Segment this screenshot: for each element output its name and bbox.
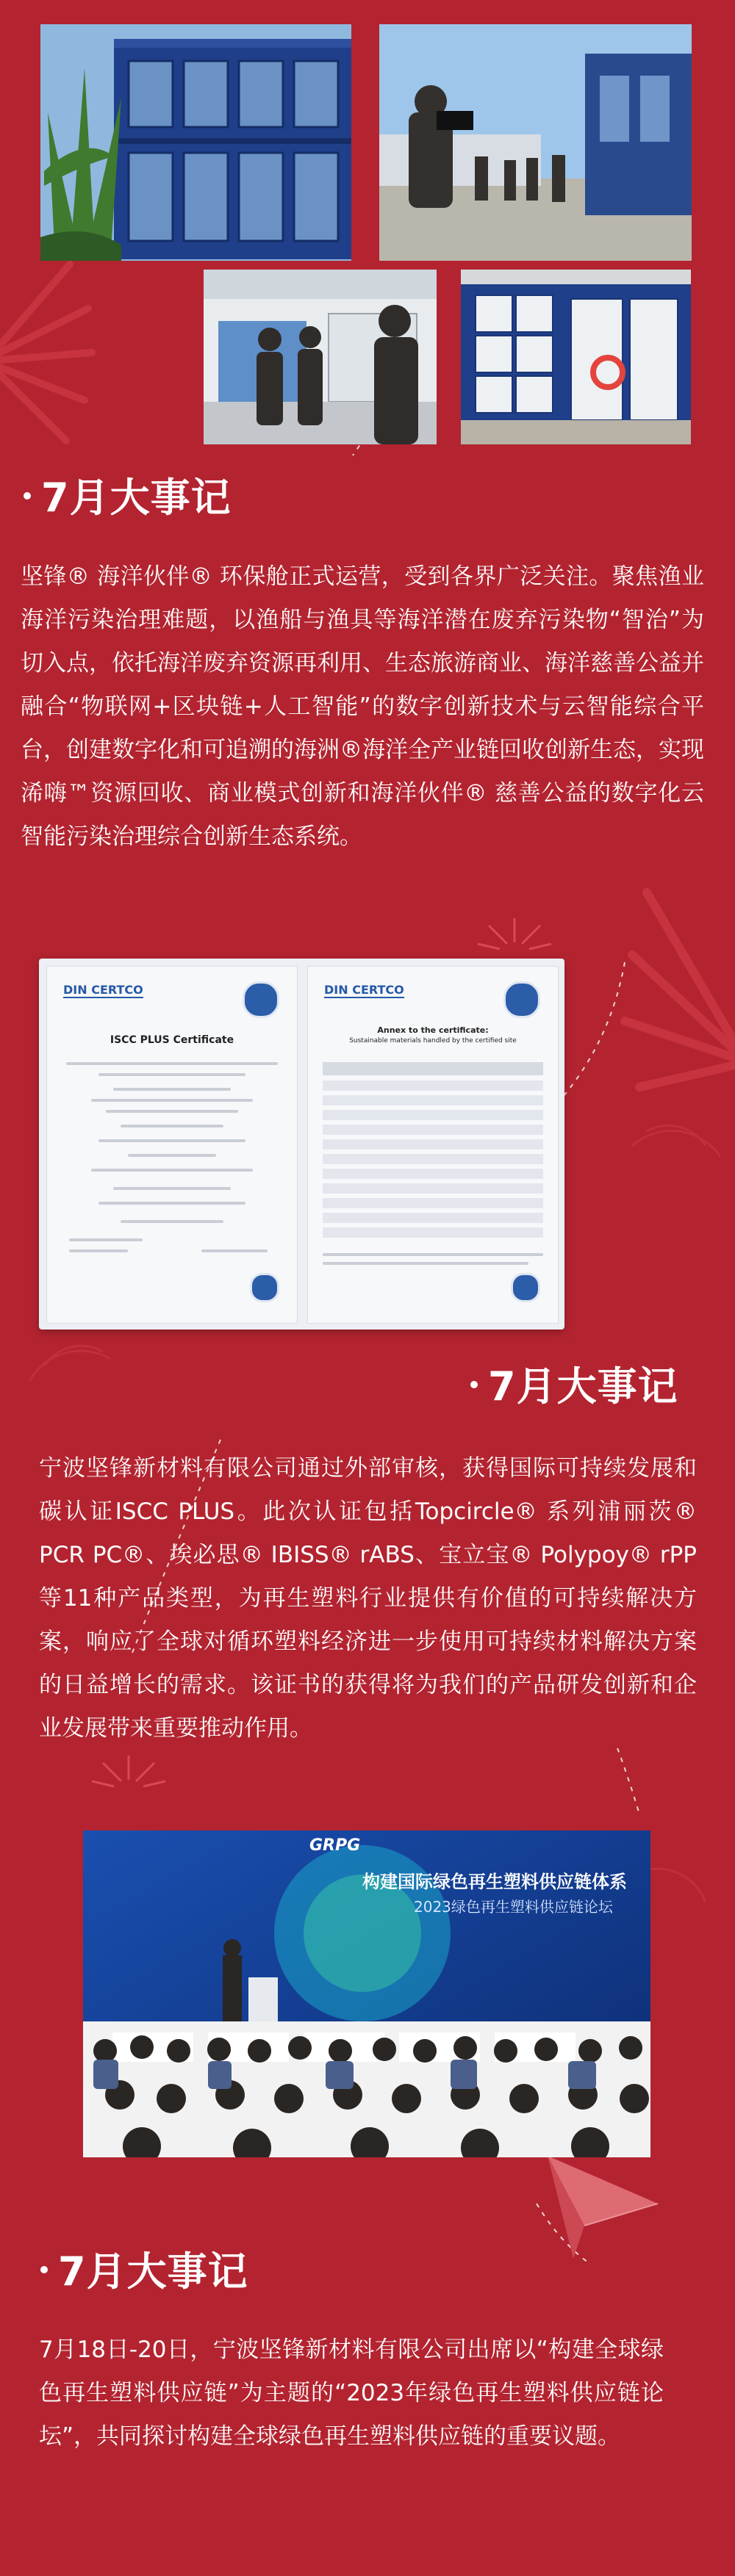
section-2-heading: 7月大事记 <box>470 1355 678 1412</box>
certificate-seal-icon <box>243 981 279 1018</box>
section-3-heading: 7月大事记 <box>40 2240 248 2297</box>
bullet-dot <box>24 492 31 499</box>
grpg-logo: GRPG <box>309 1836 361 1855</box>
visitors-touring-photo <box>379 24 692 261</box>
table-row <box>323 1139 543 1150</box>
table-row <box>323 1169 543 1179</box>
annex-title: Annex to the certificate: <box>377 1025 489 1035</box>
text-line <box>91 1169 253 1172</box>
section-2-paragraph: 宁波坚锋新材料有限公司通过外部审核，获得国际可持续发展和碳认证ISCC PLUS。此次认证包括Topcircle® 系列浦丽茨® PCR PC®、埃必思® IBISS® rABS、宝立宝® Polypoy® rPP等11种产品类型，为再生塑料行业提供有价值的可持续解决方案，响应了全球对循环塑料经济进一步使用可持续材料解决方案的日益增长的需求。该证书的获得将为我们的产品研发创新和企业发展带来重要推动作用。 <box>39 1455 697 1742</box>
table-row <box>323 1227 543 1238</box>
din-seal-icon <box>511 1273 540 1302</box>
forum-banner-title: 构建国际绿色再生塑料供应链体系 <box>362 1872 627 1892</box>
din-seal-icon <box>250 1273 279 1302</box>
text-line <box>69 1238 143 1241</box>
bullet-dot <box>470 1381 478 1388</box>
text-line <box>106 1110 238 1113</box>
table-row <box>323 1110 543 1120</box>
text-line <box>69 1249 128 1252</box>
group-inside-container-photo <box>204 270 437 444</box>
table-row <box>323 1198 543 1208</box>
forum-banner-subtitle: 2023绿色再生塑料供应链论坛 <box>414 1898 613 1916</box>
paper-plane-decor <box>548 2156 658 2259</box>
sunburst-right-decor <box>625 892 735 1087</box>
text-line <box>113 1088 231 1091</box>
bullet-dot <box>40 2266 48 2273</box>
text-line <box>121 1220 223 1223</box>
text-line <box>98 1202 245 1205</box>
text-line <box>66 1062 278 1065</box>
container-interior-photo <box>461 270 691 444</box>
certificate-title: ISCC PLUS Certificate <box>110 1034 234 1046</box>
din-certco-logo: DIN CERTCO <box>63 983 143 997</box>
text-line <box>128 1154 216 1157</box>
text-line <box>98 1139 245 1142</box>
sunburst-left-decor <box>0 264 92 441</box>
table-row <box>323 1213 543 1223</box>
text-line <box>98 1073 245 1076</box>
text-line <box>323 1253 543 1256</box>
table-row <box>323 1183 543 1194</box>
text-line <box>121 1125 223 1128</box>
forum-event-photo <box>83 1830 650 2157</box>
section-3-paragraph: 7月18日-20日，宁波坚锋新材料有限公司出席以“构建全球绿色再生塑料供应链”为主题的“2023年绿色再生塑料供应链论坛”，共同探讨构建全球绿色再生塑料供应链的重要议题。 <box>39 2337 664 2450</box>
text-line <box>91 1099 253 1102</box>
container-exterior-photo <box>40 24 351 261</box>
table-row <box>323 1095 543 1105</box>
certificate-page-left <box>46 966 298 1324</box>
certificate-seal-icon <box>503 981 540 1018</box>
text-line <box>201 1249 268 1252</box>
table-row <box>323 1080 543 1091</box>
annex-subtitle: Sustainable materials handled by the certified site <box>349 1037 517 1045</box>
certificate-page-right <box>307 966 559 1324</box>
din-certco-logo: DIN CERTCO <box>324 983 404 997</box>
section-1-paragraph: 坚锋® 海洋伙伴® 环保舱正式运营，受到各界广泛关注。聚焦渔业海洋污染治理难题，以渔船与渔具等海洋潜在废弃污染物“智治”为切入点，依托海洋废弃资源再利用、生态旅游商业、海洋慈善公益并融合“物联网+区块链+人工智能”的数字创新技术与云智能综合平台，创建数字化和可追溯的海洲®海洋全产业链回收创新生态，实现浠嗨™资源回收、商业模式创新和海洋伙伴® 慈善公益的数字化云智能污染治理综合创新生态系统。 <box>21 563 704 850</box>
table-row <box>323 1154 543 1164</box>
text-line <box>323 1262 528 1265</box>
text-line <box>113 1187 231 1190</box>
table-row <box>323 1125 543 1135</box>
iscc-plus-certificate-image <box>39 959 564 1330</box>
section-1-heading: 7月大事记 <box>24 466 232 523</box>
table-row <box>323 1062 543 1075</box>
forum-banner-text <box>83 1830 650 1948</box>
